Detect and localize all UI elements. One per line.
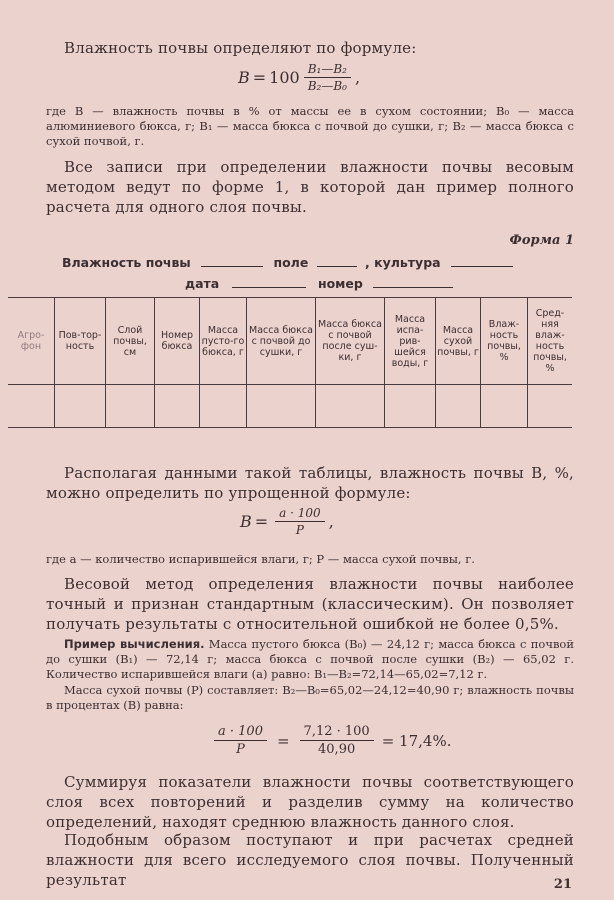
table-cell (106, 385, 155, 428)
formula-fraction (304, 62, 351, 93)
col-box-number: Номер бюкса (155, 298, 200, 385)
example-paragraph-2: Масса сухой почвы (P) составляет: B₂—B₀=65,02—24,12=40,90 г; влажность почвы в процентах (B) равна: (46, 683, 574, 712)
col-layer: Слой почвы, см (106, 298, 155, 385)
form-header-crop: , культура (365, 255, 441, 270)
blank-field (232, 276, 306, 288)
table-cell (528, 385, 573, 428)
table-cell (155, 385, 200, 428)
formula2-eq: = (254, 512, 269, 531)
paragraph-summing: Суммируя показатели влажности почвы соответствующего слоя всех повторений и разделив сумму на количество определений, находят среднюю влажность данного слоя. (46, 773, 574, 831)
example-num2: 7,12 · 100 (300, 724, 374, 741)
form-header-line1 (62, 255, 513, 270)
formula-eq: = (252, 68, 267, 87)
intro-text: Влажность почвы определяют по формуле: (64, 39, 417, 57)
col-dry-soil: Масса сухой почвы, г (436, 298, 481, 385)
formula-legend: где B — влажность почвы в % от массы ее в сухом состоянии; B₀ — масса алюминиевого бюкса, г; B₁ — масса бюкса с почвой до сушки, г; B₂ — масса бюкса с сухой почвой, г. (46, 104, 574, 148)
example-paragraph (46, 637, 574, 682)
table-cell (200, 385, 247, 428)
page-number: 21 (553, 877, 572, 892)
col-moisture: Влаж-ность почвы, % (481, 298, 528, 385)
example-den2: 40,90 (318, 742, 356, 757)
formula2-fraction (275, 506, 325, 537)
formula2-lhs: B (240, 512, 252, 531)
formula2-legend: где a — количество испарившейся влаги, г; P — масса сухой почвы, г. (46, 552, 475, 566)
formula-denominator: B₂—B₀ (307, 79, 347, 93)
col-agrofon: Агро-фон (8, 298, 55, 385)
form-header-moisture: Влажность почвы (62, 255, 191, 270)
formula2-tail: , (328, 512, 334, 531)
col-avg-moisture: Сред-няя влаж-ность почвы, % (528, 298, 573, 385)
example-eq: = (276, 731, 290, 750)
example-formula (210, 724, 451, 757)
moisture-formula (238, 62, 360, 93)
example-text: Масса пустого бюкса (B₀) — 24,12 г; масса бюкса с почвой до сушки (B₁) — 72,14 г; масса бюкса с почвой после сушки (B₂) — 65,02 г. Количество испарившейся влаги (a) равно: B₁—B₂=72,14—65,02=7,12 г. (46, 637, 575, 681)
form-header-field: поле (273, 255, 309, 270)
table-cell (316, 385, 385, 428)
col-mass-before: Масса бюкса с почвой до сушки, г (247, 298, 316, 385)
table-cell (436, 385, 481, 428)
table-cell (481, 385, 528, 428)
formula2-numerator: a · 100 (275, 506, 325, 522)
formula-coef: 100 (269, 68, 300, 87)
formula-numerator: B₁—B₂ (304, 62, 351, 78)
formula2-denominator: P (295, 523, 304, 537)
simplified-formula (240, 506, 334, 537)
form-label: Форма 1 (509, 233, 574, 248)
paragraph-similar: Подобным образом поступают и при расчетах средней влажности для всего исследуемого слоя почвы. Полученный результат (46, 831, 574, 889)
example-num1: a · 100 (214, 724, 267, 741)
table-cell (247, 385, 316, 428)
blank-field (201, 255, 263, 267)
example-result: = 17,4%. (381, 731, 452, 750)
example-title: Пример вычисления. (64, 637, 205, 651)
col-mass-after: Масса бюкса с почвой после суш-ки, г (316, 298, 385, 385)
form-header-number: номер (317, 276, 363, 291)
blank-field (317, 255, 357, 267)
formula-tail: , (354, 68, 361, 87)
table-cell (385, 385, 436, 428)
col-empty-box-mass: Масса пусто-го бюкса, г (200, 298, 247, 385)
paragraph-form-intro: Все записи при определении влажности почвы весовым методом ведут по форме 1, в которой дан пример полного расчета для одного слоя почвы. (46, 158, 574, 216)
paragraph-simplified: Располагая данными такой таблицы, влажность почвы B, %, можно определить по упрощенной формуле: (46, 464, 574, 502)
col-evaporated-water: Масса испа-рив-шейся воды, г (385, 298, 436, 385)
form-header-line2 (185, 276, 453, 291)
form-1-table (8, 297, 572, 428)
blank-field (373, 276, 453, 288)
table-cell (55, 385, 106, 428)
example-fraction-1 (214, 724, 267, 757)
col-repetition: Пов-тор-ность (55, 298, 106, 385)
table-cell (8, 385, 55, 428)
blank-field (451, 255, 513, 267)
paragraph-weight-method: Весовой метод определения влажности почвы наиболее точный и признан стандартным (классическим). Он позволяет получать результаты с относительной ошибкой не более 0,5%. (46, 575, 574, 633)
formula-lhs: B (238, 68, 250, 87)
form-header-date: дата (185, 276, 220, 291)
example-den1: P (236, 742, 245, 757)
example-fraction-2 (300, 724, 374, 757)
table-row (8, 385, 572, 428)
